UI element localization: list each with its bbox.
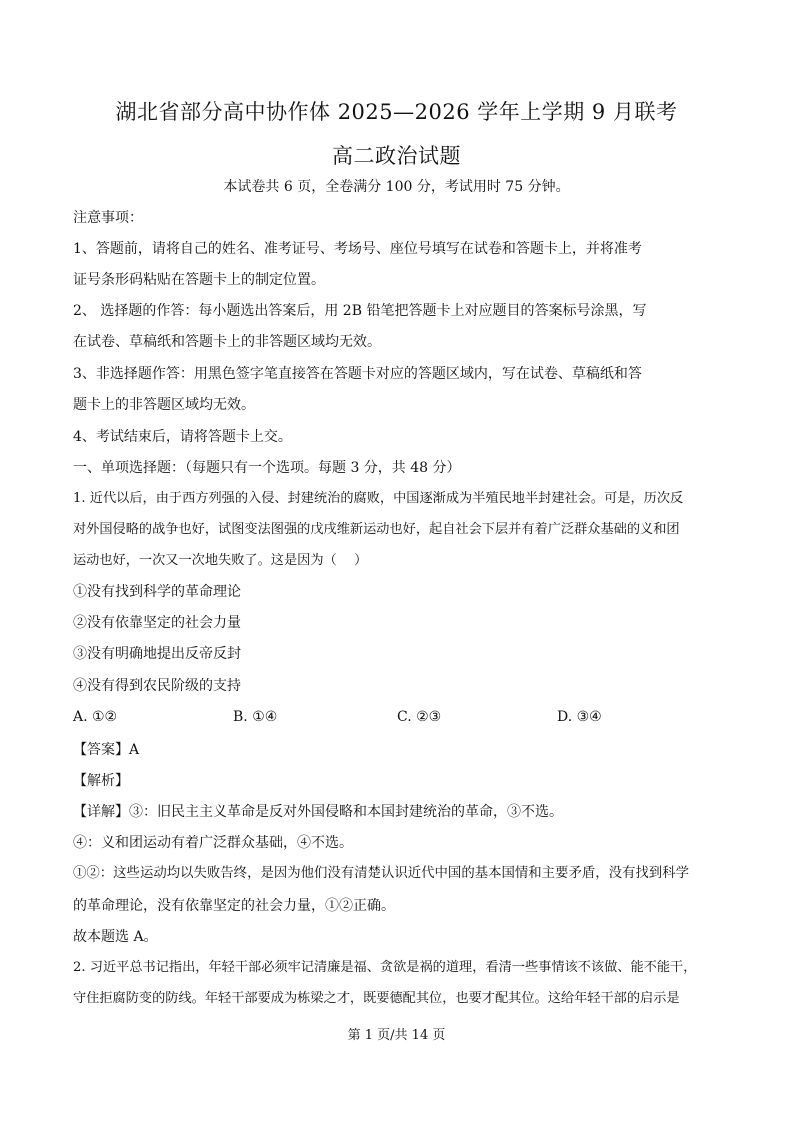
question-stem-line: 守住拒腐防变的防线。年轻干部要成为栋梁之才，既要德配其位，也要才配其位。这给年轻干部的启示是 (73, 991, 680, 1006)
section-heading: 一、单项选择题：（每题只有一个选项。每题 3 分，共 48 分） (73, 460, 461, 476)
question-stem-line: 对外国侵略的战争也好，试图变法图强的戊戌维新运动也好，起自社会下层并有着广泛群众基础的义和团 (73, 522, 680, 537)
exam-info: 本试卷共 6 页，全卷满分 100 分，考试用时 75 分钟。 (223, 179, 570, 195)
question-stem-line: 1. 近代以后，由于西方列强的入侵、封建统治的腐败，中国逐渐成为半殖民地半封建社会。可是，历次反 (73, 491, 684, 506)
notice-line: 2、 选择题的作答：每小题选出答案后，用 2B 铅笔把答题卡上对应题目的答案标号涂黑，写 (73, 303, 647, 319)
question-stem-line: 2. 习近平总书记指出，年轻干部必须牢记清廉是福、贪欲是祸的道理，看清一些事情该不该做、能不能干， (73, 960, 697, 975)
explanation-line: 的革命理论，没有依靠坚定的社会力量，①②正确。 (73, 898, 395, 914)
option-c: C. ②③ (397, 709, 442, 725)
exam-title: 湖北省部分高中协作体 2025—2026 学年上学期 9 月联考 (115, 100, 678, 124)
notice-line: 1、答题前，请将自己的姓名、准考证号、考场号、座位号填写在试卷和答题卡上，并将准考 (73, 241, 642, 257)
notice-heading: 注意事项： (73, 210, 143, 226)
explanation-line: 故本题选 A。 (73, 929, 158, 945)
explanation-line: ④：义和团运动有着广泛群众基础，④不选。 (73, 835, 353, 851)
option-a: A. ①② (73, 709, 118, 725)
page-footer: 第 1 页/共 14 页 (347, 1028, 446, 1043)
option-b: B. ①④ (233, 709, 278, 725)
statement-item: ②没有依靠坚定的社会力量 (73, 615, 241, 631)
statement-item: ①没有找到科学的革命理论 (73, 584, 241, 600)
statement-item: ④没有得到农民阶级的支持 (73, 678, 241, 694)
exam-subtitle: 高二政治试题 (332, 144, 461, 168)
notice-line: 3、非选择题作答：用黑色签字笔直接答在答题卡对应的答题区域内，写在试卷、草稿纸和答 (73, 366, 642, 382)
statement-item: ③没有明确地提出反帝反封 (73, 646, 241, 662)
explanation-line: ①②：这些运动均以失败告终，是因为他们没有清楚认识近代中国的基本国情和主要矛盾，没有找到科学 (73, 866, 689, 881)
answer-label: 【答案】A (73, 742, 140, 758)
question-stem-line: 运动也好，一次又一次地失败了。这是因为（ ） (73, 553, 368, 568)
notice-line: 4、考试结束后，请将答题卡上交。 (73, 429, 292, 445)
analysis-label: 【解析】 (73, 773, 129, 789)
notice-line: 在试卷、草稿纸和答题卡上的非答题区域均无效。 (73, 334, 381, 350)
notice-line: 题卡上的非答题区域均无效。 (73, 397, 255, 413)
notice-line: 证号条形码粘贴在答题卡上的制定位置。 (73, 272, 325, 288)
option-d: D. ③④ (557, 709, 602, 725)
explanation-line: 【详解】③：旧民主主义革命是反对外国侵略和本国封建统治的革命，③不选。 (73, 804, 563, 820)
